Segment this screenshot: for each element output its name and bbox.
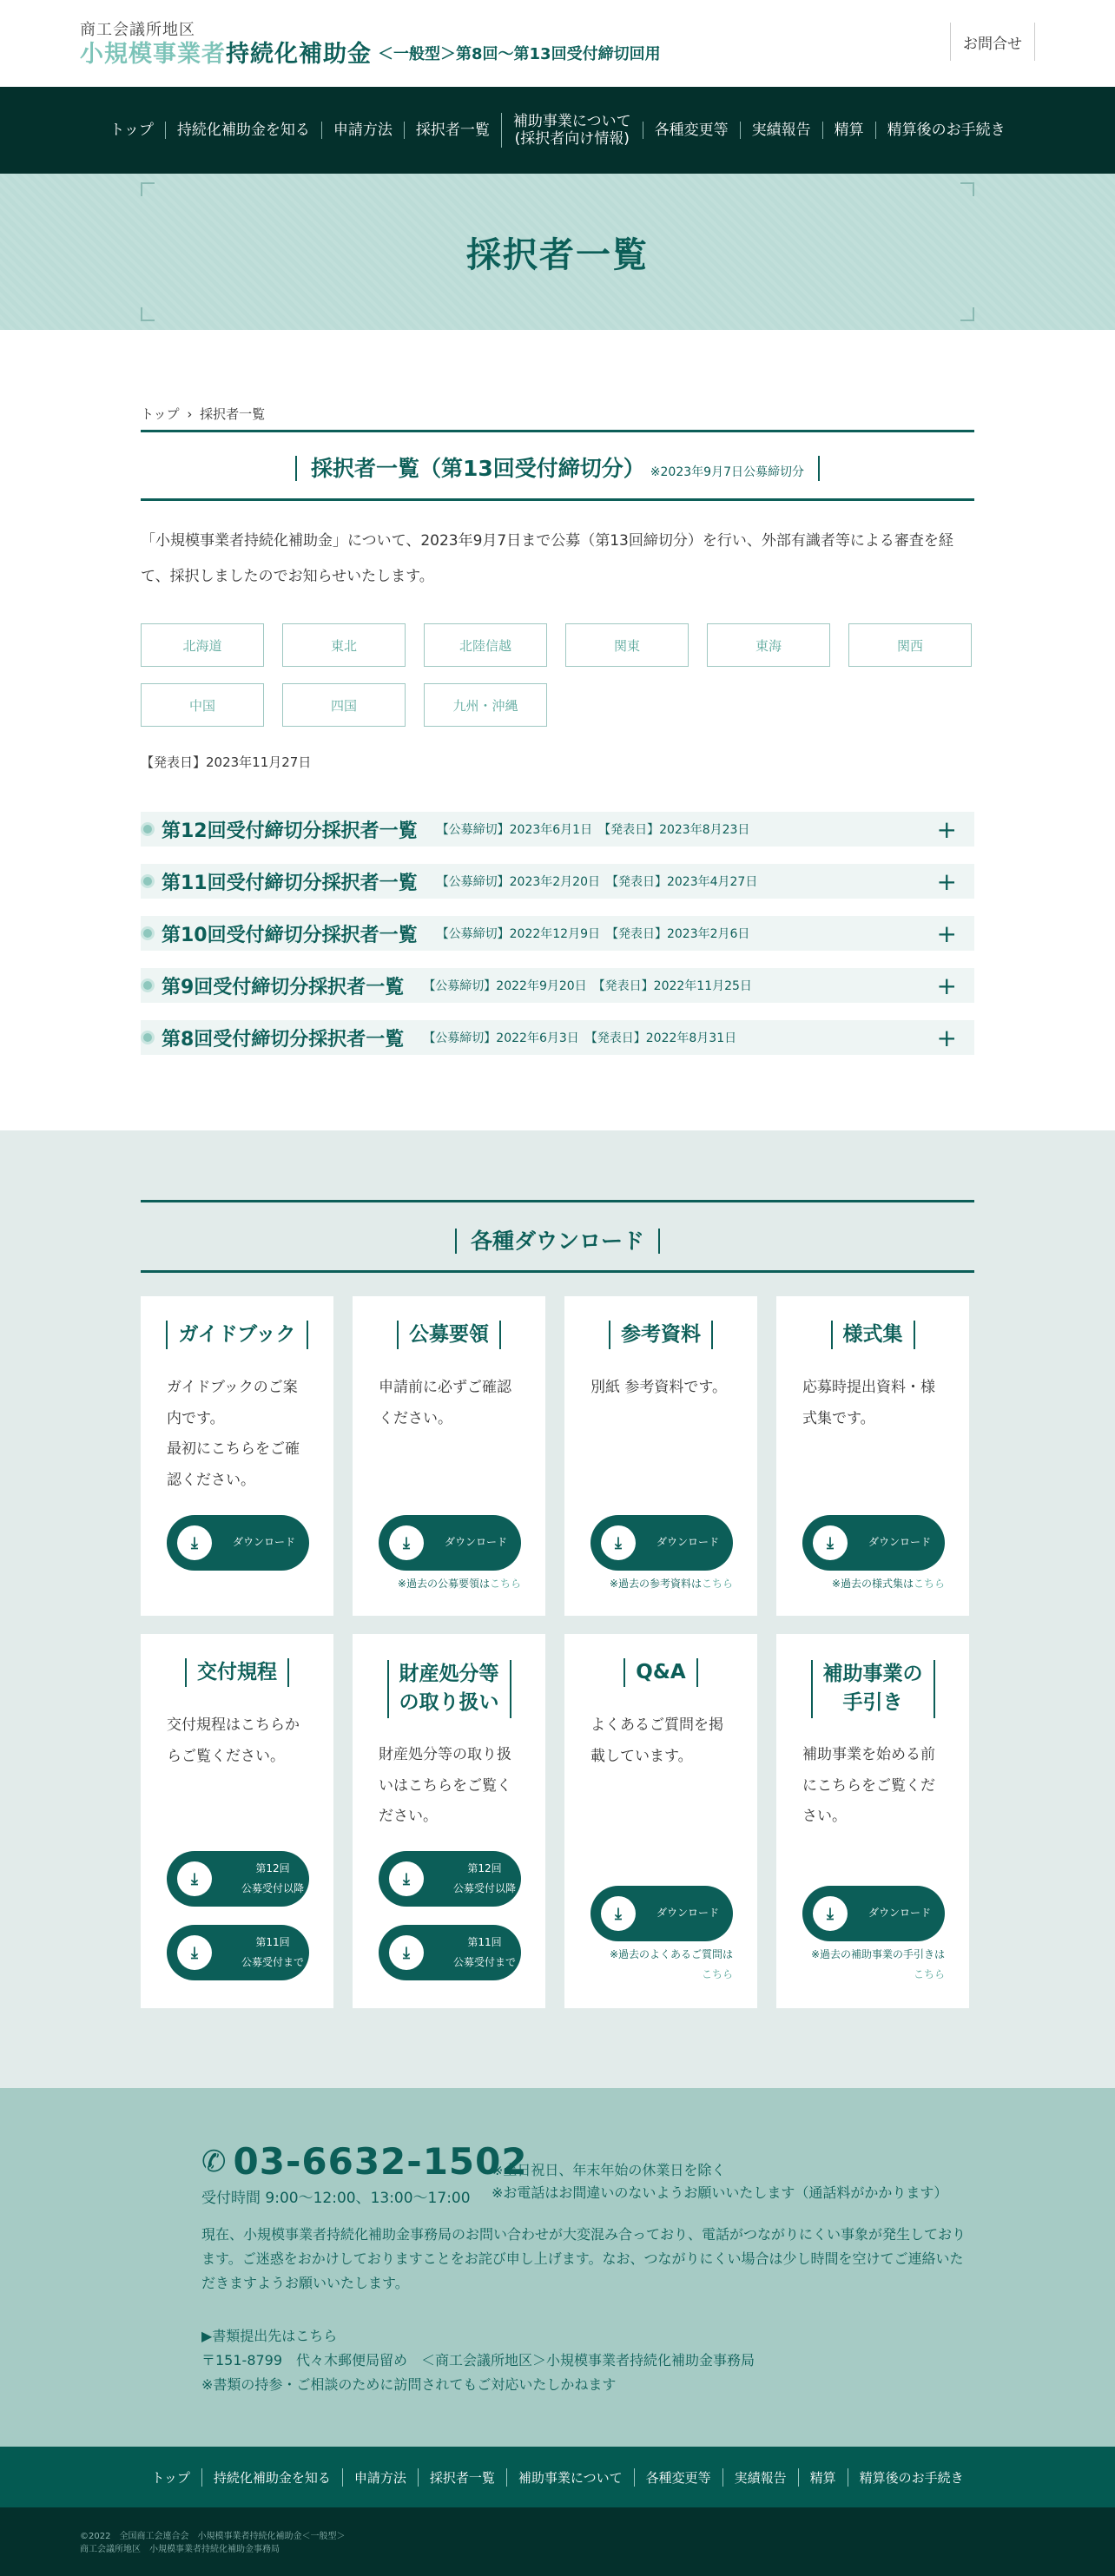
- region-button-tohoku[interactable]: 東北: [282, 623, 406, 667]
- card-title: 公募要領: [397, 1321, 501, 1349]
- brand-b: 持続化補助金: [226, 41, 372, 68]
- nav-item-report[interactable]: 実績報告: [740, 122, 822, 139]
- accordion-title: 第10回受付締切分採択者一覧: [162, 924, 418, 946]
- download-label: ダウンロード: [868, 1536, 932, 1549]
- section-note: ※2023年9月7日公募締切分: [650, 465, 804, 479]
- nav-item-apply[interactable]: 申請方法: [321, 122, 404, 139]
- download-label: ダウンロード: [656, 1536, 720, 1549]
- download-card-forms: [776, 1296, 969, 1616]
- accordion-title: 第12回受付締切分採択者一覧: [162, 820, 418, 842]
- tel-note-2: ※お電話はお間違いのないようお願いいたします（通話料がかかります）: [492, 2184, 948, 2201]
- downloads-title: 各種ダウンロード: [455, 1229, 660, 1254]
- region-button-shikoku[interactable]: 四国: [282, 683, 406, 727]
- download-button[interactable]: [379, 1515, 521, 1571]
- accordion-meta: 【公募締切】2022年12月9日 【発表日】2023年2月6日: [436, 927, 750, 941]
- plus-icon[interactable]: +: [936, 1024, 957, 1052]
- main-content: [0, 0, 1115, 1130]
- address-note: ※書類の持参・ご相談のために訪問されてもご対応いたしかねます: [201, 2376, 617, 2393]
- past-note-text: ※過去の参考資料は: [609, 1578, 702, 1590]
- download-label: 第12回 公募受付以降: [453, 1862, 517, 1894]
- accordion-round-11[interactable]: [141, 864, 974, 899]
- download-icon: ⤓: [389, 1935, 424, 1970]
- card-text: 申請前に必ずご確認ください。: [379, 1379, 511, 1427]
- breadcrumb-current: 採択者一覧: [200, 406, 266, 422]
- download-label: ダウンロード: [868, 1907, 932, 1920]
- past-link[interactable]: こちら: [489, 1578, 521, 1590]
- accordion-title: 第11回受付締切分採択者一覧: [162, 872, 418, 894]
- past-link-note: [797, 1945, 945, 1985]
- accordion-title: 第9回受付締切分採択者一覧: [162, 976, 405, 998]
- download-button[interactable]: [590, 1515, 733, 1571]
- plus-icon[interactable]: +: [936, 815, 957, 844]
- header-subtitle: ＜一般型＞第8回〜第13回受付締切回用: [378, 45, 661, 63]
- download-icon: ⤓: [177, 1861, 212, 1896]
- card-text: 補助事業を始める前にこちらをご覧ください。: [802, 1746, 935, 1826]
- tel-block: [201, 2140, 528, 2183]
- contact-link[interactable]: お問合せ: [950, 23, 1035, 61]
- download-icon: ⤓: [389, 1861, 424, 1896]
- accordion-meta: 【公募締切】2023年6月1日 【発表日】2023年8月23日: [436, 823, 750, 837]
- intro-text: 「小規模事業者持続化補助金」について、2023年9月7日まで公募（第13回締切分）を行い、外部有識者等による審査を経て、採択しましたのでお知らせいたします。: [141, 532, 953, 585]
- past-link[interactable]: こちら: [913, 1578, 945, 1590]
- download-card-handbook: [776, 1634, 969, 2008]
- footer-nav-item[interactable]: 申請方法: [342, 2468, 418, 2487]
- download-icon: ⤓: [177, 1935, 212, 1970]
- tel-notes: [492, 2159, 947, 2204]
- download-card-reference: [564, 1296, 757, 1616]
- footer-contact: [0, 2088, 1115, 2447]
- plus-icon[interactable]: +: [936, 867, 957, 896]
- download-icon: ⤓: [601, 1525, 636, 1560]
- region-button-tokai[interactable]: 東海: [707, 623, 830, 667]
- card-text: 財産処分等の取り扱いはこちらをご覧ください。: [379, 1746, 511, 1826]
- card-title: Q&A: [623, 1658, 697, 1687]
- tel-note-1: ※土日祝日、年末年始の休業日を除く: [492, 2162, 726, 2178]
- phone-icon: ✆: [201, 2144, 227, 2179]
- download-icon: ⤓: [813, 1896, 848, 1931]
- card-title: 財産処分等 の取り扱い: [387, 1660, 511, 1718]
- download-icon: ⤓: [813, 1525, 848, 1560]
- past-link[interactable]: こちら: [701, 1967, 733, 1980]
- card-title: 様式集: [831, 1321, 915, 1349]
- download-card-guidelines: [353, 1296, 545, 1616]
- card-title: 交付規程: [185, 1658, 289, 1687]
- nav-item-after[interactable]: 精算後のお手続き: [875, 122, 1017, 139]
- download-button[interactable]: [802, 1515, 945, 1571]
- past-note-text: ※過去の様式集は: [831, 1578, 914, 1590]
- download-button[interactable]: [167, 1515, 309, 1571]
- copyright-line-2: 商工会議所地区 小規模事業者持続化補助金事務局: [80, 2545, 280, 2554]
- footer-nav: [0, 2447, 1115, 2507]
- accordion-meta: 【公募締切】2022年6月3日 【発表日】2022年8月31日: [423, 1031, 737, 1045]
- card-title: 補助事業の 手引き: [811, 1660, 935, 1718]
- bullet-icon: [141, 1031, 155, 1044]
- download-card-property-disposal: [353, 1634, 545, 2008]
- footer-nav-item[interactable]: 実績報告: [722, 2468, 798, 2487]
- copyright-bar: [0, 2507, 1115, 2576]
- download-icon: ⤓: [177, 1525, 212, 1560]
- download-label: 第12回 公募受付以降: [241, 1862, 305, 1894]
- download-button[interactable]: [590, 1886, 733, 1941]
- footer-nav-item[interactable]: 精算: [798, 2468, 848, 2487]
- past-note-text: ※過去のよくあるご質問は: [609, 1948, 733, 1960]
- publish-date: 【発表日】2023年11月27日: [141, 754, 312, 770]
- region-button-chugoku[interactable]: 中国: [141, 683, 264, 727]
- section-title-text: 採択者一覧（第13回受付締切分）: [311, 456, 645, 481]
- nav-item-adopted[interactable]: 採択者一覧: [404, 122, 501, 139]
- download-card-guidebook: [141, 1296, 333, 1616]
- download-card-faq: [564, 1634, 757, 2008]
- download-button-round12[interactable]: [379, 1851, 521, 1907]
- footer-nav-item[interactable]: 補助事業について: [506, 2468, 634, 2487]
- past-link-note: [610, 1574, 733, 1594]
- card-text: 交付規程はこちらからご覧ください。: [167, 1716, 300, 1765]
- chevron-right-icon: ›: [187, 406, 193, 422]
- downloads-heading: [141, 1200, 974, 1273]
- past-link-note: [398, 1574, 521, 1594]
- footer-nav-item[interactable]: 採択者一覧: [418, 2468, 506, 2487]
- download-label: 第11回 公募受付まで: [241, 1936, 305, 1968]
- bullet-icon: [141, 822, 155, 836]
- org-label: 商工会議所地区: [80, 21, 195, 39]
- region-button-kanto[interactable]: 関東: [565, 623, 689, 667]
- card-text: よくあるご質問を掲載しています。: [590, 1716, 723, 1765]
- download-label: 第11回 公募受付まで: [453, 1936, 517, 1968]
- address-block: [201, 2324, 755, 2397]
- card-text: ガイドブックのご案内です。 最初にこちらをご確認ください。: [167, 1379, 300, 1490]
- breadcrumb-home[interactable]: トップ: [141, 406, 180, 422]
- region-button-kansai[interactable]: 関西: [848, 623, 972, 667]
- download-label: ダウンロード: [233, 1536, 296, 1549]
- accordion-round-8[interactable]: [141, 1020, 974, 1055]
- section-heading: [141, 430, 974, 501]
- accordion-round-12[interactable]: [141, 812, 974, 847]
- breadcrumb: [141, 405, 265, 423]
- bullet-icon: [141, 978, 155, 992]
- past-link[interactable]: こちら: [913, 1967, 945, 1980]
- nav-item-settlement[interactable]: 精算: [822, 122, 875, 139]
- footer-message: 現在、小規模事業者持続化補助金事務局のお問い合わせが大変混み合っており、電話がつながりにくい事象が発生しております。ご迷惑をおかけしておりますことをお詫び申し上げます。なお、つながりにくい場合は少し時間を空けてご連絡いただきますようお願いいたします。: [201, 2226, 967, 2291]
- accordion-title: 第8回受付締切分採択者一覧: [162, 1028, 405, 1051]
- card-text: 別紙 参考資料です。: [590, 1379, 728, 1396]
- download-card-grant-rules: [141, 1634, 333, 2008]
- bullet-icon: [141, 926, 155, 940]
- download-button-round11[interactable]: [379, 1925, 521, 1980]
- section-title: [295, 456, 820, 481]
- footer-nav-item[interactable]: 持続化補助金を知る: [201, 2468, 342, 2487]
- download-icon: ⤓: [601, 1896, 636, 1931]
- download-button-round11[interactable]: [167, 1925, 309, 1980]
- tel-hours: 受付時間 9:00〜12:00、13:00〜17:00: [201, 2190, 471, 2207]
- footer-nav-item[interactable]: トップ: [151, 2469, 190, 2486]
- accordion-round-10[interactable]: [141, 916, 974, 951]
- address: 〒151-8799 代々木郵便局留め ＜商工会議所地区＞小規模事業者持続化補助金事務局: [201, 2352, 755, 2368]
- plus-icon[interactable]: +: [936, 972, 957, 1000]
- card-text: 応募時提出資料・様式集です。: [802, 1379, 935, 1427]
- address-heading: ▶書類提出先はこちら: [201, 2328, 338, 2344]
- card-title: ガイドブック: [166, 1321, 307, 1349]
- card-title: 参考資料: [609, 1321, 713, 1349]
- brand-a: 小規模事業者: [80, 41, 226, 68]
- region-button-hokkaido[interactable]: 北海道: [141, 623, 264, 667]
- accordion-round-9[interactable]: [141, 968, 974, 1003]
- footer-nav-item[interactable]: 精算後のお手続き: [848, 2468, 975, 2487]
- nav-item-changes[interactable]: 各種変更等: [643, 122, 740, 139]
- region-button-hokuriku[interactable]: 北陸信越: [424, 623, 547, 667]
- accordion-meta: 【公募締切】2022年9月20日 【発表日】2022年11月25日: [423, 979, 752, 993]
- nav-item-about[interactable]: 持続化補助金を知る: [165, 122, 321, 139]
- bullet-icon: [141, 874, 155, 888]
- download-button[interactable]: [802, 1886, 945, 1941]
- past-note-text: ※過去の公募要領は: [397, 1578, 490, 1590]
- download-label: ダウンロード: [445, 1536, 508, 1549]
- footer-nav-item[interactable]: 各種変更等: [634, 2468, 722, 2487]
- past-link[interactable]: こちら: [701, 1578, 733, 1590]
- past-note-text: ※過去の補助事業の手引きは: [810, 1948, 945, 1960]
- accordion-meta: 【公募締切】2023年2月20日 【発表日】2023年4月27日: [436, 875, 758, 889]
- download-label: ダウンロード: [656, 1907, 720, 1920]
- plus-icon[interactable]: +: [936, 919, 957, 948]
- downloads-section: [0, 1130, 1115, 2088]
- nav-item-project[interactable]: 補助事業について (採択者向け情報): [501, 113, 643, 148]
- nav-item-top[interactable]: トップ: [109, 121, 154, 139]
- copyright-line-1: ©2022 全国商工会連合会 小規模事業者持続化補助金＜一般型＞: [80, 2532, 346, 2541]
- page-title: 採択者一覧: [466, 235, 649, 275]
- past-link-note: [832, 1574, 945, 1594]
- download-icon: ⤓: [389, 1525, 424, 1560]
- tel-number[interactable]: 03-6632-1502: [233, 2140, 528, 2183]
- region-button-kyushu[interactable]: 九州・沖縄: [424, 683, 547, 727]
- past-link-note: [585, 1945, 733, 1985]
- download-button-round12[interactable]: [167, 1851, 309, 1907]
